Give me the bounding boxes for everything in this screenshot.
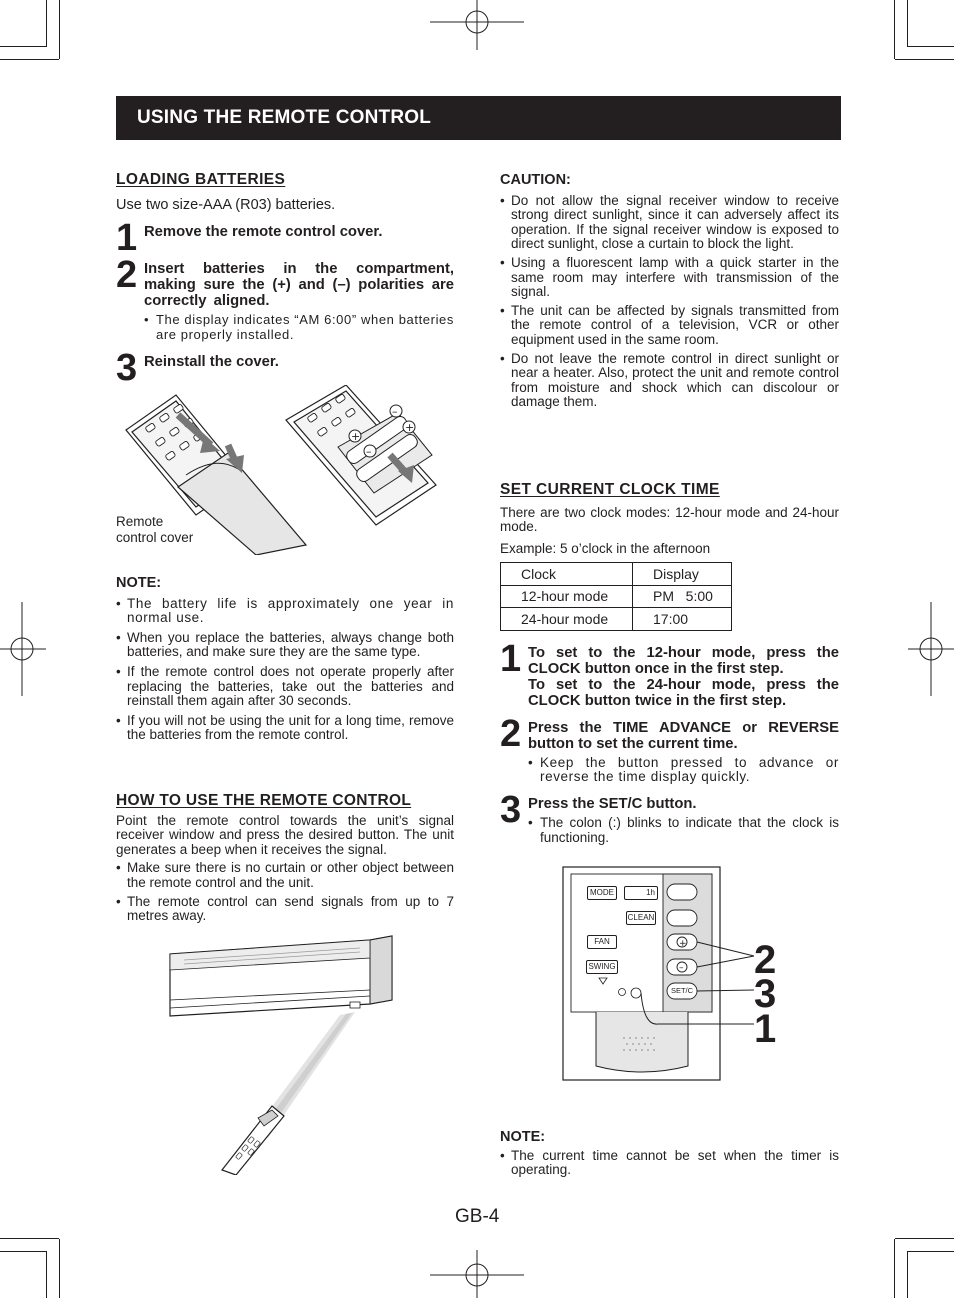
crop-mark: [59, 1239, 60, 1298]
crop-mark: [907, 0, 908, 47]
battery-step-1: [116, 217, 454, 260]
table-header-cell: Clock: [501, 563, 633, 586]
timer-1h-button[interactable]: [624, 886, 658, 900]
step-number: 2: [116, 254, 137, 297]
crop-mark: [894, 0, 895, 59]
how-to-item: • The remote control can send signals from up to 7 metres away.: [116, 895, 454, 924]
crop-mark: [895, 59, 954, 60]
crop-mark: [46, 1251, 47, 1298]
crop-mark: [907, 1251, 908, 1298]
svg-text:–: –: [679, 963, 684, 973]
caution-item: • Using a fluorescent lamp with a quick starter in the same room may interfere with transmission of the signal.: [500, 256, 839, 300]
loading-intro: Use two size-AAA (R03) batteries.: [116, 196, 336, 213]
air-conditioner-illustration: [160, 930, 400, 1175]
clock-step-3: [500, 789, 839, 845]
svg-text:–: –: [366, 445, 372, 458]
registration-mark: [908, 602, 954, 696]
clock-table: [500, 562, 732, 631]
step-note: • The colon (:) blinks to indicate that the clock is functioning.: [528, 816, 839, 845]
loading-batteries-section: [116, 171, 454, 390]
crop-mark: [0, 46, 47, 47]
table-header-row: [501, 563, 732, 586]
note-item: • If you will not be using the unit for a long time, remove the batteries from the remote control.: [116, 714, 454, 743]
clean-button[interactable]: CLEAN: [626, 911, 656, 925]
how-to-use-section: [116, 794, 454, 924]
step-number: 1: [116, 217, 137, 260]
mode-button[interactable]: MODE: [587, 886, 617, 900]
how-to-heading: HOW TO USE THE REMOTE CONTROL: [116, 792, 412, 809]
fan-button[interactable]: FAN: [587, 935, 617, 949]
table-row: [501, 585, 732, 608]
clock-intro: There are two clock modes: 12-hour mode and 24-hour mode.: [500, 504, 839, 535]
crop-mark: [0, 59, 59, 60]
caution-item: • Do not leave the remote control in direct sunlight or near a heater. Also, protect the unit and remote control from moisture and shock which can discolour or damage them.: [500, 352, 839, 410]
crop-mark: [0, 1238, 59, 1239]
step-number: 3: [116, 347, 137, 390]
table-header-cell: Display: [633, 563, 732, 586]
table-cell: 17:00: [633, 608, 732, 631]
note-section: [116, 576, 454, 743]
registration-mark: [0, 602, 46, 696]
section-title: USING THE REMOTE CONTROL: [137, 107, 432, 128]
crop-mark: [895, 1238, 954, 1239]
how-to-intro: Point the remote control towards the unit’s signal receiver window and press the desired button. The unit generates a beep when it receives the signal.: [116, 812, 454, 857]
clock-section: [500, 483, 839, 845]
step-text: To set to the 12-hour mode, press the CLOCK button once in the first step.: [528, 644, 839, 677]
section-banner: [116, 96, 841, 140]
table-row: [501, 608, 732, 631]
swing-button[interactable]: SWING: [586, 960, 618, 974]
crop-mark: [907, 46, 954, 47]
svg-text:+: +: [405, 421, 415, 434]
step-text: Press the SET/C button.: [528, 796, 697, 813]
step-note: • Keep the button pressed to advance or reverse the time display quickly.: [528, 756, 839, 785]
note-item: • When you replace the batteries, always change both batteries, and make sure they are the same type.: [116, 631, 454, 660]
svg-text:–: –: [392, 405, 398, 418]
caution-section: [500, 173, 839, 410]
how-to-item: • Make sure there is no curtain or other object between the remote control and the unit.: [116, 861, 454, 890]
caution-item: • Do not allow the signal receiver window to receive strong direct sunlight, since it can adversely affect its operation. If the signal receiver window is exposed to direct sunlight, close a curtain to block the light.: [500, 194, 839, 252]
note-section-2: [500, 1130, 839, 1178]
note-item: • If the remote control does not operate properly after replacing the batteries, take out the batteries and reinstall them again after 30 seconds.: [116, 665, 454, 709]
battery-step-3: [116, 347, 454, 390]
remote-detail-illustration: [562, 866, 782, 1082]
registration-mark: [430, 1250, 524, 1298]
clock-step-1: [500, 637, 839, 709]
step-number: 2: [500, 712, 521, 755]
note-heading: NOTE:: [500, 1129, 546, 1145]
caution-heading: CAUTION:: [500, 172, 571, 188]
callout-1: 1: [754, 1007, 777, 1051]
crop-mark: [59, 0, 60, 59]
page-number: GB-4: [455, 1206, 500, 1227]
step-text: To set to the 24-hour mode, press the CLOCK button twice in the first step.: [528, 676, 839, 709]
step-text: Insert batteries in the compartment, making sure the (+) and (–) polarities are correctly aligned.: [144, 261, 454, 310]
callout-2: 2: [754, 938, 777, 982]
step-text: Remove the remote control cover.: [144, 224, 383, 241]
battery-step-2: [116, 254, 454, 342]
crop-mark: [0, 1251, 47, 1252]
table-cell: 24-hour mode: [501, 608, 633, 631]
note-item: • The battery life is approximately one year in normal use.: [116, 597, 454, 626]
step-text: Reinstall the cover.: [144, 354, 279, 371]
crop-mark: [907, 1251, 954, 1252]
step-text: Press the TIME ADVANCE or REVERSE button to set the current time.: [528, 719, 839, 752]
table-cell: 12-hour mode: [501, 585, 633, 608]
crop-mark: [46, 0, 47, 47]
svg-text:+: +: [351, 430, 361, 443]
clock-example: Example: 5 o’clock in the afternoon: [500, 540, 711, 556]
note-heading: NOTE:: [116, 575, 162, 591]
svg-text:+: +: [679, 939, 687, 949]
step-number: 3: [500, 789, 521, 832]
step-note: • The display indicates “AM 6:00” when batteries are properly installed.: [144, 313, 454, 342]
registration-mark: [430, 0, 524, 50]
loading-heading: LOADING BATTERIES: [116, 171, 286, 188]
timer-1h-label: 1h: [646, 888, 655, 897]
crop-mark: [894, 1239, 895, 1298]
remote-cover-label: Remote control cover: [116, 514, 194, 545]
caution-item: • The unit can be affected by signals transmitted from the remote control of a television, VCR or other equipment used in the same room.: [500, 304, 839, 348]
table-cell: PM 5:00: [633, 585, 732, 608]
clock-step-2: [500, 712, 839, 785]
note-item: • The current time cannot be set when the timer is operating.: [500, 1149, 839, 1178]
clock-heading: SET CURRENT CLOCK TIME: [500, 481, 720, 498]
set-c-button[interactable]: SET/C: [670, 986, 694, 995]
callout-3: 3: [754, 972, 777, 1016]
step-number: 1: [500, 637, 521, 680]
